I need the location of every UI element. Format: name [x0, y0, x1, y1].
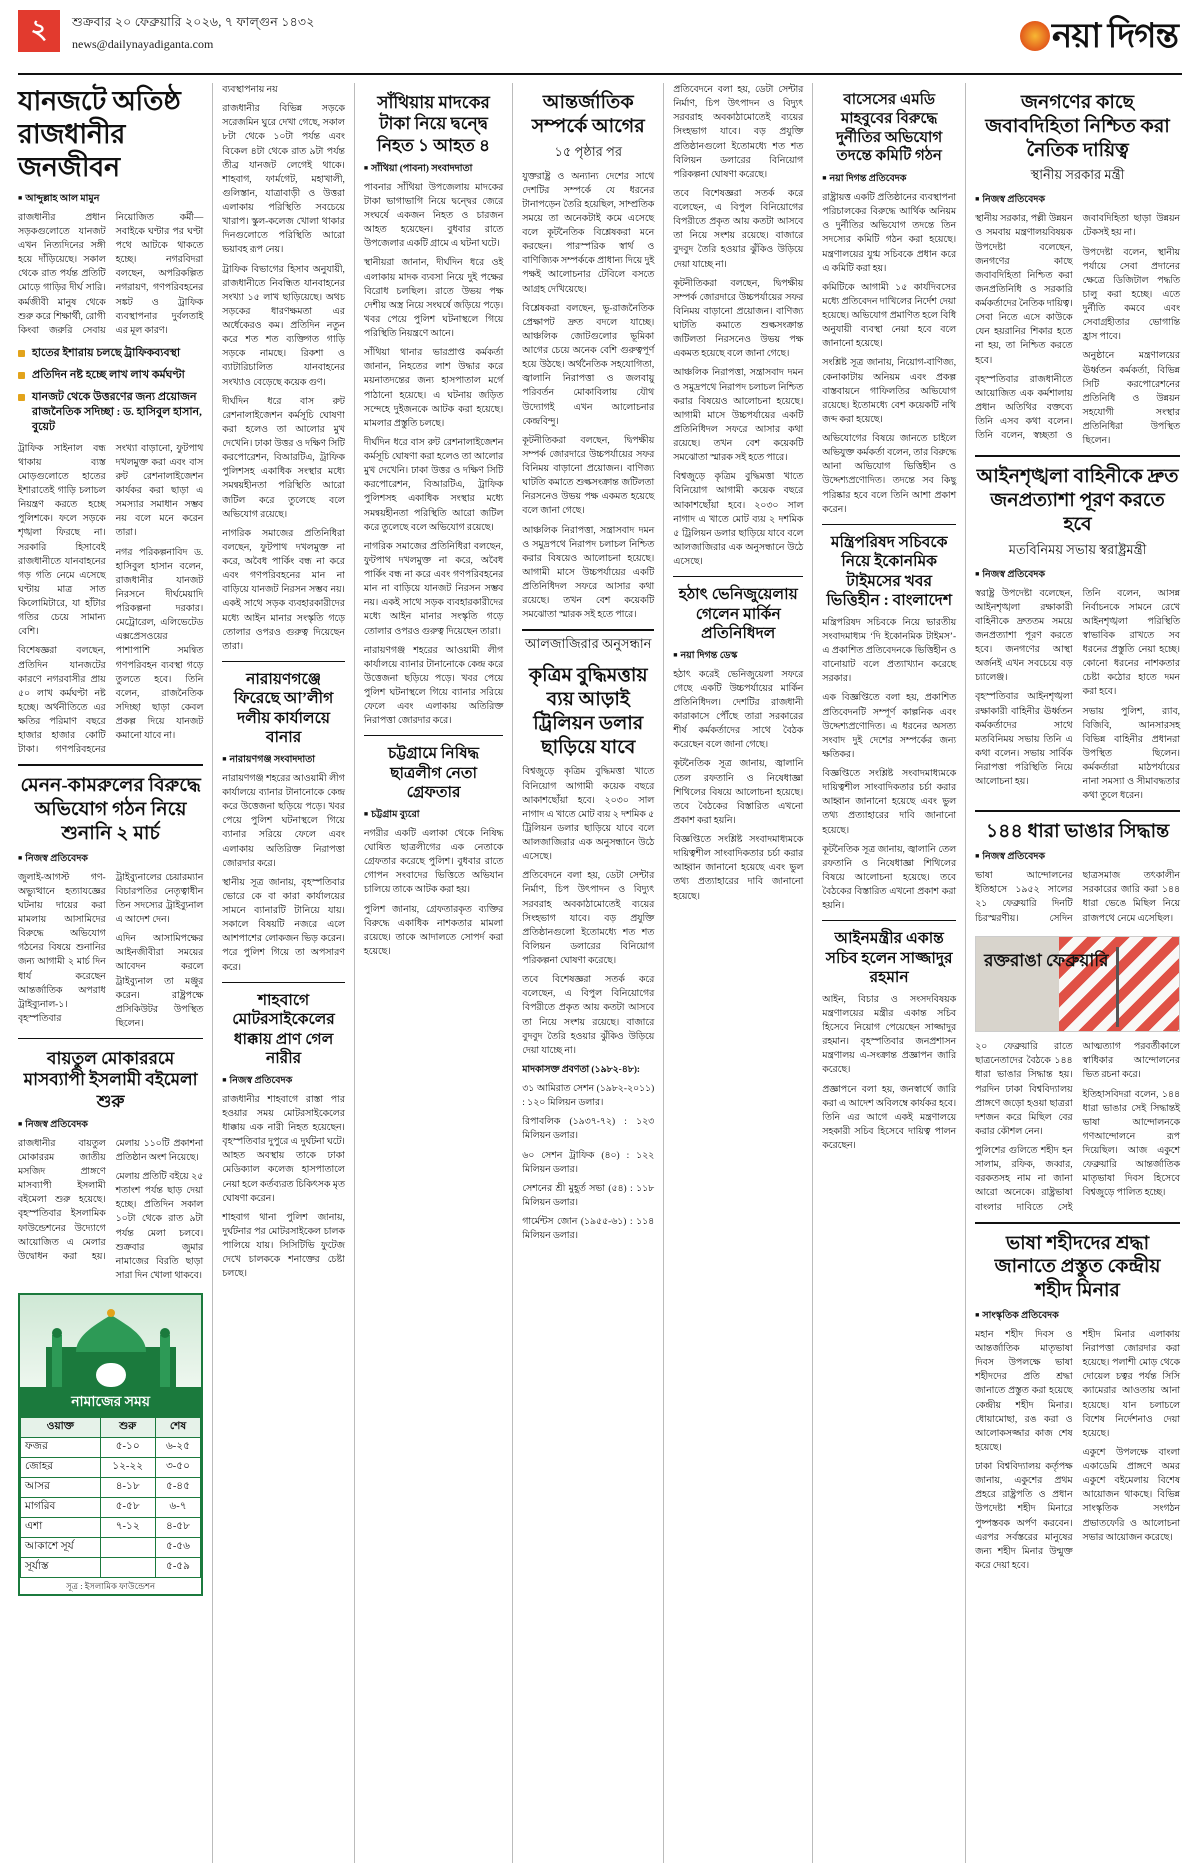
international-sub: ১৫ পৃষ্ঠার পর	[554, 143, 623, 159]
lead-byline: ■ আব্দুল্লাহ আল মামুন	[18, 192, 203, 207]
column-5	[664, 83, 813, 1863]
aljazeera-kicker: আলজাজিরার অনুসন্ধান	[525, 636, 652, 652]
baserc-byline: ■ নয়া দিগন্ত প্রতিবেদক	[822, 172, 956, 187]
table-row	[21, 1518, 201, 1538]
shahbag-para-1: রাজধানীর শাহবাগে রাস্তা পার হওয়ার সময় মোটরসাইকেলের ধাক্কায় এক নারী নিহত হয়েছেন। বৃহস্পতিবার দুপুরে এ দুর্ঘটনা ঘটে। আহত অবস্থায় তাকে ঢাকা মেডিক্যাল কলেজ হাসপাতালে নেয়া হলে কর্তব্যরত চিকিৎসক মৃত ঘোষণা করেন।	[222, 1094, 345, 1204]
menon-kamrul-byline: ■ নিজস্ব প্রতিবেদক	[18, 852, 203, 867]
col-waqt: ওয়াক্ত	[21, 1418, 101, 1438]
cell: ৫-১০	[100, 1438, 155, 1458]
section144-headline: ১৪৪ ধারা ভাঙার সিদ্ধান্ত	[985, 821, 1170, 843]
divider-8	[822, 524, 956, 525]
bookfair-para-1: রাজধানীর বায়তুল মোকাররম জাতীয় মসজিদ প্রাঙ্গণে মাসব্যাপী ইসলামী বইমেলা শুরু হয়েছে। বৃহস্পতিবার ইসলামিক ফাউন্ডেশনের উদ্যোগে আয়োজিত এ মেলার উদ্বোধন করা হয়। মেলায় ১১০টি প্রকাশনা প্রতিষ্ঠান অংশ নিয়েছে।	[18, 1138, 204, 1262]
sun-icon	[1020, 21, 1050, 51]
lead-para-1: রাজধানীর প্রধান সড়কগুলোতে যানজট এখন নিত্যদিনের সঙ্গী হয়ে দাঁড়িয়েছে। সকাল থেকে রাত পর্যন্ত প্রতিটি মোড়ে গাড়ির দীর্ঘ সারি। কর্মজীবী মানুষ থেকে শুরু করে শিক্ষার্থী, রোগী কিংবা জরুরি সেবায় নিয়োজিত কর্মী—সবাইকে ঘণ্টার পর ঘণ্টা পথে আটকে থাকতে হচ্ছে। নগরবিদরা বলছেন, অপরিকল্পিত নগরায়ণ, গণপরিবহনের সঙ্কট ও ট্রাফিক ব্যবস্থাপনার দুর্বলতাই এর মূল কারণ।	[18, 212, 204, 336]
lead-cont-4: নাগরিক সমাজের প্রতিনিধিরা বলছেন, ফুটপাথ দখলমুক্ত না করে, অবৈধ পার্কিং বন্ধ না করে এবং গণপরিবহনের মান না বাড়িয়ে যানজট নিরসন সম্ভব নয়। একই সাথে সড়ক ব্যবহারকারীদের মধ্যে আইন মানার সংস্কৃতি গড়ে তোলার ওপরও গুরুত্ব দিয়েছেন তারা।	[222, 528, 345, 652]
narayanganj-byline: ■ নারায়ণগঞ্জ সংবাদদাতা	[222, 753, 345, 768]
section144-para-3: পুলিশের গুলিতে শহীদ হন সালাম, রফিক, জব্বার, বরকতসহ নাম না জানা আরো অনেকে। রাষ্ট্রভাষা বাংলার দাবিতে সেই আত্মত্যাগ পরবর্তীকালে স্বাধিকার আন্দোলনের ভিত রচনা করে।	[975, 1042, 1180, 1213]
chatraleague-headline: চট্টগ্রামে নিষিদ্ধ ছাত্রলীগ নেতা গ্রেফতার	[388, 745, 480, 802]
cell: ৫-৫৬	[155, 1538, 201, 1558]
venezuela-para-1: হঠাৎ করেই ভেনিজুয়েলা সফরে গেছে একটি উচ্চপর্যায়ের মার্কিন প্রতিনিধিদল। দেশটির রাজধানী কারাকাসে পৌঁছে তারা সরকারের শীর্ষ কর্মকর্তাদের সাথে বৈঠক করেছেন বলে জানা গেছে।	[673, 669, 804, 751]
law-secretary-para-2: প্রজ্ঞাপনে বলা হয়, জনস্বার্থে জারি করা এ আদেশ অবিলম্বে কার্যকর হবে। তিনি এর আগে একই মন্ত্রণালয়ে সহকারী সচিব হিসেবে দায়িত্ব পালন করেছেন।	[822, 1084, 957, 1152]
divider-9	[822, 920, 956, 921]
cell: ফজর	[21, 1438, 101, 1458]
sathiya-para-4: দীর্ঘদিন ধরে বাস রুট রেশনালাইজেশন কর্মসূচি ঘোষণা করা হলেও তা আলোর মুখ দেখেনি। ঢাকা উত্তর ও দক্ষিণ সিটি করপোরেশন, বিআরটিএ, ট্রাফিক পুলিশসহ একাধিক সংস্থার মধ্যে সমন্বয়হীনতা পরিস্থিতি আরো জটিল করে তুলেছে বলে অভিযোগ রয়েছে।	[363, 437, 504, 533]
aljazeera-cont-1: প্রতিবেদনে বলা হয়, ডেটা সেন্টার নির্মাণ, চিপ উৎপাদন ও বিদ্যুৎ সরবরাহ অবকাঠামোতেই ব্যয়ের সিংহভাগ যাবে। বড় প্রযুক্তি প্রতিষ্ঠানগুলো ইতোমধ্যে শত শত বিলিয়ন ডলারের বিনিয়োগ পরিকল্পনা ঘোষণা করেছে।	[673, 85, 804, 180]
international-para-1: যুক্তরাষ্ট্র ও অন্যান্য দেশের সাথে দেশটির সম্পর্কে যে ধরনের টানাপড়েন তৈরি হয়েছিল, সাম্প্রতিক সময়ে তা অনেকটাই কমে এসেছে বলে কূটনৈতিক বিশ্লেষকরা মনে করছেন। পারস্পরিক স্বার্থ ও বাণিজ্যিক সম্পর্ককে প্রাধান্য দিয়ে দুই পক্ষই আলোচনার টেবিলে বসতে আগ্রহ দেখিয়েছে।	[522, 171, 655, 295]
aljazeera-cont-3: কূটনীতিকরা বলছেন, দ্বিপক্ষীয় সম্পর্ক জোরদারে উচ্চপর্যায়ের সফর বিনিময় বাড়ানো প্রয়োজন। বাণিজ্য ঘাটতি কমাতে শুল্কসংক্রান্ত জটিলতা নিরসনেও উভয় পক্ষ একমত হয়েছে বলে জানা গেছে।	[673, 278, 804, 360]
cell: ৩-৫০	[155, 1458, 201, 1478]
baserc-para-3: সংশ্লিষ্ট সূত্র জানায়, নিয়োগ-বাণিজ্য, কেনাকাটায় অনিয়ম এবং প্রকল্প বাস্তবায়নে গাফিলতির অভিযোগ রয়েছে। ইতোমধ্যে বেশ কয়েকটি নথি জব্দ করা হয়েছে।	[822, 358, 957, 425]
cabinet-secretary-para-2: এক বিজ্ঞপ্তিতে বলা হয়, প্রকাশিত প্রতিবেদনটি সম্পূর্ণ কাল্পনিক এবং উদ্দেশ্যপ্রণোদিত। এ ধরনের অসত্য সংবাদ দুই দেশের সম্পর্কের জন্য ক্ষতিকর।	[822, 693, 957, 760]
home-affairs-para-2: বৃহস্পতিবার আইনশৃঙ্খলা রক্ষাকারী বাহিনীর ঊর্ধ্বতন কর্মকর্তাদের সাথে মতবিনিময় সভায় তিনি এ কথা বলেন। সভায় সার্বিক নিরাপত্তা পরিস্থিতি নিয়ে আলোচনা হয়।	[975, 692, 1073, 788]
venezuela-byline: ■ নয়া দিগন্ত ডেস্ক	[673, 649, 803, 664]
cell: আসর	[21, 1478, 101, 1498]
home-affairs-byline: ■ নিজস্ব প্রতিবেদক	[975, 568, 1180, 583]
lead-cont-2: ট্রাফিক বিভাগের হিসাব অনুযায়ী, রাজধানীতে নিবন্ধিত যানবাহনের সংখ্যা ১৫ লাখ ছাড়িয়েছে। অথচ সড়কের ধারণক্ষমতা এর অর্ধেকেরও কম। প্রতিদিন নতুন করে শত শত ব্যক্তিগত গাড়ি সড়কে নামছে। রিকশা ও ব্যাটারিচালিত যানবাহনের সংখ্যাও বেড়েছে কয়েক গুণ।	[222, 264, 345, 388]
lead-para-2: ট্রাফিক সাইনাল বন্ধ থাকায় ব্যস্ত মোড়গুলোতে হাতের ইশারাতেই গাড়ি চলাচল নিয়ন্ত্রণ করতে হচ্ছে পুলিশকে। ফলে সড়কে শৃঙ্খলা ফিরছে না। সরকারি হিসাবেই রাজধানীতে যানবাহনের গড় গতি নেমে এসেছে ঘণ্টায় মাত্র সাত কিলোমিটারে, যা হাঁটার গতির চেয়ে সামান্য বেশি।	[18, 443, 106, 638]
cabinet-secretary-headline: মন্ত্রিপরিষদ সচিবকে নিয়ে ইকোনমিক টাইমসের খবর ভিত্তিহীন : বাংলাদেশ	[826, 533, 952, 610]
table-row	[21, 1538, 201, 1558]
contact-email: news@dailynayadiganta.com	[72, 37, 214, 51]
mosque-illustration	[20, 1295, 201, 1387]
local-govt-byline: ■ নিজস্ব প্রতিবেদক	[975, 193, 1180, 208]
table-row	[21, 1478, 201, 1498]
cell: সূর্যাস্ত	[21, 1558, 101, 1578]
cell: মাগরিব	[21, 1498, 101, 1518]
shahbag-para-2: শাহবাগ থানা পুলিশ জানায়, দুর্ঘটনার পর মোটরসাইকেল চালক পালিয়ে যায়। সিসিটিভি ফুটেজ দেখে চালককে শনাক্তের চেষ্টা চলছে।	[222, 1212, 345, 1280]
sathiya-para-2: স্থানীয়রা জানান, দীর্ঘদিন ধরে ওই এলাকায় মাদক ব্যবসা নিয়ে দুই পক্ষের বিরোধ চলছিল। রাতে উভয় পক্ষ দেশীয় অস্ত্র নিয়ে সংঘর্ষে জড়িয়ে পড়ে। খবর পেয়ে পুলিশ ঘটনাস্থলে গিয়ে পরিস্থিতি নিয়ন্ত্রণে আনে।	[363, 258, 504, 339]
prayer-times-title: নামাজের সময়	[20, 1387, 201, 1417]
table-row	[21, 1458, 201, 1478]
column-grid	[18, 83, 1182, 1863]
shahbag-headline: শাহবাগে মোটরসাইকেলের ধাক্কায় প্রাণ গেল নারীর	[232, 991, 335, 1068]
local-govt-headline: জনগণের কাছে জবাবদিহিতা নিশ্চিত করা নৈতিক দায়িত্ব	[985, 92, 1170, 161]
shahbag-byline: ■ নিজস্ব প্রতিবেদক	[222, 1074, 345, 1089]
mosque-icon	[36, 1307, 186, 1387]
aljazeera-para-1: বিশ্বজুড়ে কৃত্রিম বুদ্ধিমত্তা খাতে বিনিয়োগ আগামী কয়েক বছরে আকাশছোঁয়া হবে। ২০৩০ সাল নাগাদ এ খাতে মোট ব্যয় ২ দশমিক ৫ ট্রিলিয়ন ডলার ছাড়িয়ে যাবে বলে আলজাজিরার এক অনুসন্ধানে উঠে এসেছে।	[522, 767, 655, 863]
cell: ৫-৪৫	[155, 1478, 201, 1498]
divider-3	[222, 661, 345, 662]
home-affairs-para-1: স্বরাষ্ট্র উপদেষ্টা বলেছেন, আইনশৃঙ্খলা রক্ষাকারী বাহিনীকে দ্রুততম সময়ে জনপ্রত্যাশা পূরণ করতে হবে। জনগণের আস্থা অর্জনই এখন সবচেয়ে বড় চ্যালেঞ্জ।	[975, 588, 1073, 684]
lead-bullet-2: প্রতিদিন নষ্ট হচ্ছে লাখ লাখ কর্মঘণ্টা	[18, 368, 203, 383]
local-govt-para-4: অনুষ্ঠানে মন্ত্রণালয়ের ঊর্ধ্বতন কর্মকর্তা, বিভিন্ন সিটি করপোরেশনের প্রতিনিধি ও উন্নয়ন সহযোগী সংস্থার প্রতিনিধিরা উপস্থিত ছিলেন।	[1082, 351, 1180, 447]
table-row	[21, 1498, 201, 1518]
local-govt-para-3: উপদেষ্টা বলেন, স্থানীয় পর্যায়ে সেবা প্রদানের ক্ষেত্রে ডিজিটাল পদ্ধতি চালু করা হচ্ছে। এতে দুর্নীতি কমবে এবং সেবাগ্রহীতার ভোগান্তি হ্রাস পাবে।	[1082, 247, 1180, 343]
divider-6	[522, 629, 654, 631]
cell: ৪-১৮	[100, 1478, 155, 1498]
lead-bullets	[18, 346, 203, 434]
section144-para-4: ইতিহাসবিদরা বলেন, ১৪৪ ধারা ভাঙার সেই সিদ্ধান্তই ভাষা আন্দোলনকে গণআন্দোলনে রূপ দিয়েছিল। আজ একুশে ফেব্রুয়ারি আন্তর্জাতিক মাতৃভাষা দিবস হিসেবে বিশ্বজুড়ে পালিত হচ্ছে।	[1082, 1089, 1180, 1199]
section144-para-2: ২০ ফেব্রুয়ারি রাতে ছাত্রনেতাদের বৈঠকে ১৪৪ ধারা ভাঙার সিদ্ধান্ত হয়। পরদিন ঢাকা বিশ্ববিদ্যালয় প্রাঙ্গণে জড়ো হওয়া ছাত্ররা দশজন করে মিছিল বের করার কৌশল নেন।	[975, 1042, 1073, 1137]
aljazeera-stat-5: গার্মেন্টস জোন (১৯৫৫-৬১) : ১১৪ মিলিয়ন ডলার।	[522, 1217, 655, 1242]
narayanganj-para-1: নারায়ণগঞ্জ শহরের আওয়ামী লীগ কার্যালয়ে ব্যানার টানানোকে কেন্দ্র করে উত্তেজনা ছড়িয়ে পড়ে। খবর পেয়ে পুলিশ ঘটনাস্থলে গিয়ে ব্যানার সরিয়ে ফেলে এবং এলাকায় অতিরিক্ত নিরাপত্তা জোরদার করে।	[222, 773, 345, 869]
local-govt-para-2: বৃহস্পতিবার রাজধানীতে আয়োজিত এক কর্মশালায় প্রধান অতিথির বক্তব্যে তিনি এসব কথা বলেন। তিনি বলেন, স্বচ্ছতা ও জবাবদিহিতা ছাড়া উন্নয়ন টেকসই হয় না।	[975, 214, 1180, 442]
home-affairs-sub: মতবিনিময় সভায় স্বরাষ্ট্রমন্ত্রী	[1008, 541, 1147, 557]
international-para-3: কূটনীতিকরা বলছেন, দ্বিপক্ষীয় সম্পর্ক জোরদারে উচ্চপর্যায়ের সফর বিনিময় বাড়ানো প্রয়োজন। বাণিজ্য ঘাটতি কমাতে শুল্কসংক্রান্ত জটিলতা নিরসনেও উভয় পক্ষ একমত হয়েছে বলে জানা গেছে।	[522, 435, 655, 517]
cell: এশা	[21, 1518, 101, 1538]
sathiya-para-1: পাবনার সাঁথিয়া উপজেলায় মাদকের টাকা ভাগাভাগি নিয়ে দ্বন্দ্বের জেরে সংঘর্ষে একজন নিহত ও চারজন আহত হয়েছেন। বুধবার রাতে উপজেলার একটি গ্রামে এ ঘটনা ঘটে।	[363, 182, 504, 250]
aljazeera-stat-1: ৩১ আমিরাত সেশন (১৯৮২-২০১১) : ১২০ মিলিয়ন ডলার।	[522, 1084, 655, 1109]
divider-10	[975, 455, 1180, 457]
column-6	[813, 83, 966, 1863]
cell: জোহর	[21, 1458, 101, 1478]
chatraleague-para-1: নগরীর একটি এলাকা থেকে নিষিদ্ধ ঘোষিত ছাত্রলীগের এক নেতাকে গ্রেফতার করেছে পুলিশ। বুধবার রাতে গোপন সংবাদের ভিত্তিতে অভিযান চালিয়ে তাকে আটক করা হয়।	[363, 828, 504, 896]
column-3	[355, 83, 513, 1863]
bookfair-para-2: মেলায় প্রতিটি বইয়ে ২৫ শতাংশ পর্যন্ত ছাড় দেয়া হচ্ছে। প্রতিদিন সকাল ১০টা থেকে রাত ৯টা পর্যন্ত মেলা চলবে। শুক্রবার জুমার নামাজের বিরতি ছাড়া সারা দিন খোলা থাকবে।	[115, 1172, 204, 1281]
sathiya-headline: সাঁথিয়ায় মাদকের টাকা নিয়ে দ্বন্দ্বে নিহত ১ আহত ৪	[377, 93, 491, 155]
law-secretary-headline: আইনমন্ত্রীর একান্ত সচিব হলেন সাজ্জাদুর রহমান	[825, 930, 953, 987]
newspaper-logo	[1020, 10, 1182, 67]
lead-headline: যানজটে অতিষ্ঠ রাজধানীর জনজীবন	[18, 86, 181, 182]
divider	[18, 764, 203, 766]
home-affairs-para-3: তিনি বলেন, আসন্ন নির্বাচনকে সামনে রেখে আইনশৃঙ্খলা পরিস্থিতি স্বাভাবিক রাখতে সব ধরনের প্রস্তুতি নেয়া হচ্ছে। কোনো ধরনের নাশকতার চেষ্টা কঠোর হাতে দমন করা হবে।	[1082, 588, 1180, 698]
home-affairs-headline: আইনশৃঙ্খলা বাহিনীকে দ্রুত জনপ্রত্যাশা পূরণ করতে হবে	[976, 466, 1179, 535]
column-1	[18, 83, 213, 1863]
shaheed-minar-para-1: মহান শহীদ দিবস ও আন্তর্জাতিক মাতৃভাষা দিবস উপলক্ষে ভাষা শহীদদের প্রতি শ্রদ্ধা জানাতে প্রস্তুত করা হয়েছে কেন্দ্রীয় শহীদ মিনার। ধোয়ামোছা, রঙ করা ও আলোকসজ্জার কাজ শেষ হয়েছে।	[975, 1329, 1073, 1453]
sathiya-byline: ■ সাঁথিয়া (পাবনা) সংবাদদাতা	[364, 162, 503, 177]
lead-bullet-1: হাতের ইশারায় চলছে ট্রাফিকব্যবস্থা	[18, 346, 203, 361]
shaheed-minar-para-2: ঢাকা বিশ্ববিদ্যালয় কর্তৃপক্ষ জানায়, একুশের প্রথম প্রহরে রাষ্ট্রপতি ও প্রধান উপদেষ্টা শহীদ মিনারে পুষ্পস্তবক অর্পণ করবেন। এরপর সর্বস্তরের মানুষের জন্য শহীদ মিনার উন্মুক্ত করে দেয়া হবে।	[975, 1462, 1073, 1571]
cell	[100, 1538, 155, 1558]
aljazeera-stat-2: রিপাবলিক (১৯৩৭-৭২) : ১২৩ মিলিয়ন ডলার।	[522, 1117, 655, 1142]
divider-12	[975, 1222, 1180, 1224]
cell: ৪-৫৮	[155, 1518, 201, 1538]
baserc-para-4: অভিযোগের বিষয়ে জানতে চাইলে অভিযুক্ত কর্মকর্তা বলেন, তার বিরুদ্ধে আনা অভিযোগ ভিত্তিহীন ও উদ্দেশ্যপ্রণোদিত। তদন্তে সব কিছু পরিষ্কার হবে বলে তিনি আশা প্রকাশ করেন।	[822, 434, 957, 515]
flag-pole	[1116, 947, 1119, 1027]
table-row	[21, 1438, 201, 1458]
venezuela-para-2: কূটনৈতিক সূত্র জানায়, জ্বালানি তেল রফতানি ও নিষেধাজ্ঞা শিথিলের বিষয়ে আলোচনা হয়েছে। তবে বৈঠকের বিস্তারিত এখনো প্রকাশ করা হয়নি।	[673, 759, 804, 826]
venezuela-para-3: বিজ্ঞপ্তিতে সংশ্লিষ্ট সংবাদমাধ্যমকে দায়িত্বশীল সাংবাদিকতার চর্চা করার আহ্বান জানানো হয়েছে এবং ভুল তথ্য প্রত্যাহারের দাবি জানানো হয়েছে।	[673, 835, 804, 902]
cell: ৫-৫৮	[100, 1498, 155, 1518]
chatraleague-byline: ■ চট্টগ্রাম ব্যুরো	[364, 808, 503, 823]
publication-date: শুক্রবার ২০ ফেব্রুয়ারি ২০২৬, ৭ ফাল্গুন ১৪৩২	[72, 15, 315, 29]
cabinet-secretary-para-1: মন্ত্রিপরিষদ সচিবকে নিয়ে ভারতীয় সংবাদমাধ্যম ‘দি ইকোনমিক টাইমস’-এ প্রকাশিত প্রতিবেদনকে ভিত্তিহীন ও বানোয়াট বলে প্রত্যাখ্যান করেছে সরকার।	[822, 617, 957, 685]
divider-11	[975, 810, 1180, 812]
page-number: ২	[18, 10, 60, 52]
cabinet-secretary-para-3: বিজ্ঞপ্তিতে সংশ্লিষ্ট সংবাদমাধ্যমকে দায়িত্বশীল সাংবাদিকতার চর্চা করার আহ্বান জানানো হয়েছে এবং ভুল তথ্য প্রত্যাহারের দাবি জানানো হয়েছে।	[822, 769, 957, 836]
bookfair-byline: ■ নিজস্ব প্রতিবেদক	[18, 1118, 203, 1133]
shaheed-minar-para-3: শহীদ মিনার এলাকায় নিরাপত্তা জোরদার করা হয়েছে। পলাশী মোড় থেকে দোয়েল চত্বর পর্যন্ত সিসি ক্যামেরার আওতায় আনা হয়েছে। যান চলাচলে বিশেষ নির্দেশনাও দেয়া হয়েছে।	[1082, 1329, 1180, 1439]
local-govt-sub: স্থানীয় সরকার মন্ত্রী	[1030, 167, 1125, 183]
aljazeera-para-3: তবে বিশেষজ্ঞরা সতর্ক করে বলেছেন, এ বিপুল বিনিয়োগের বিপরীতে প্রকৃত আয় কতটা আসবে তা নিয়ে সংশয় রয়েছে। বাজারে বুদবুদ তৈরি হওয়ার ঝুঁকিও উড়িয়ে দেয়া যাচ্ছে না।	[522, 975, 655, 1056]
lead-cont-title: ব্যবস্থাপনায় নয়	[222, 85, 278, 95]
narayanganj-para-2: স্থানীয় সূত্র জানায়, বৃহস্পতিবার ভোরে কে বা কারা কার্যালয়ের সামনে ব্যানারটি টানিয়ে যায়। সকালে বিষয়টি নজরে এলে আশপাশের লোকজন ভিড় করেন। পরে পুলিশ গিয়ে তা অপসারণ করে।	[222, 877, 345, 973]
shaheed-minar-para-4: একুশে উপলক্ষে বাংলা একাডেমি প্রাঙ্গণে অমর একুশে বইমেলায় বিশেষ আয়োজন থাকছে। বিভিন্ন সাংস্কৃতিক সংগঠন প্রভাতফেরি ও আলোচনা সভার আয়োজন করেছে।	[1082, 1447, 1180, 1543]
table-header-row	[21, 1418, 201, 1438]
lead-para-3: বিশেষজ্ঞরা বলছেন, প্রতিদিন যানজটের কারণে নগরবাসীর প্রায় ৫০ লাখ কর্মঘণ্টা নষ্ট হচ্ছে। অর্থনীতিতে এর ক্ষতির পরিমাণ বছরে হাজার হাজার কোটি টাকা। গণপরিবহনের সংখ্যা বাড়ানো, ফুটপাথ দখলমুক্ত করা এবং বাস রুট রেশনালাইজেশন কার্যকর করা ছাড়া এ সমস্যার সমাধান সম্ভব নয় বলে মনে করেন তারা।	[18, 443, 204, 756]
menon-kamrul-para-2: এদিন আসামিপক্ষের আইনজীবীরা সময়ের আবেদন করলে ট্রাইব্যুনাল তা মঞ্জুর করেন। রাষ্ট্রপক্ষে প্রসিকিউটর উপস্থিত ছিলেন।	[115, 934, 204, 1029]
section144-para-1: ভাষা আন্দোলনের ইতিহাসে ১৯৫২ সালের ২১ ফেব্রুয়ারি দিনটি চিরস্মরণীয়। সেদিন ছাত্রসমাজ তৎকালীন সরকারের জারি করা ১৪৪ ধারা ভেঙে মিছিল নিয়ে রাজপথে নেমে এসেছিল।	[975, 871, 1180, 924]
lead-cont-3: দীর্ঘদিন ধরে বাস রুট রেশনালাইজেশন কর্মসূচি ঘোষণা করা হলেও তা আলোর মুখ দেখেনি। ঢাকা উত্তর ও দক্ষিণ সিটি করপোরেশন, বিআরটিএ, ট্রাফিক পুলিশসহ একাধিক সংস্থার মধ্যে সমন্বয়হীনতা পরিস্থিতি আরো জটিল করে তুলেছে বলে অভিযোগ রয়েছে।	[222, 396, 345, 520]
masthead-info	[72, 10, 1020, 52]
divider-2	[18, 1038, 203, 1039]
prayer-times-table	[20, 1417, 201, 1578]
home-affairs-para-4: সভায় পুলিশ, র‌্যাব, বিজিবি, আনসারসহ বিভিন্ন বাহিনীর প্রধানরা উপস্থিত ছিলেন। কর্মকর্তারা মাঠপর্যায়ের নানা সমস্যা ও সীমাবদ্ধতার কথা তুলে ধরেন।	[1082, 706, 1180, 802]
cell	[100, 1558, 155, 1578]
international-para-2: বিশ্লেষকরা বলছেন, ভূ-রাজনৈতিক প্রেক্ষাপট দ্রুত বদলে যাচ্ছে। আঞ্চলিক জোটগুলোর ভূমিকা আগের চেয়ে অনেক বেশি গুরুত্বপূর্ণ হয়ে উঠছে। অর্থনৈতিক সহযোগিতা, জ্বালানি নিরাপত্তা ও জলবায়ু পরিবর্তন মোকাবিলায় যৌথ উদ্যোগই এখন আলোচনার কেন্দ্রবিন্দু।	[522, 303, 655, 427]
bookfair-headline: বায়তুল মোকাররমে মাসব্যাপী ইসলামী বইমেলা শুরু	[23, 1049, 198, 1111]
prayer-times-box	[18, 1293, 203, 1596]
column-7	[966, 83, 1182, 1863]
aljazeera-para-2: প্রতিবেদনে বলা হয়, ডেটা সেন্টার নির্মাণ, চিপ উৎপাদন ও বিদ্যুৎ সরবরাহ অবকাঠামোতেই ব্যয়ের সিংহভাগ যাবে। বড় প্রযুক্তি প্রতিষ্ঠানগুলো ইতোমধ্যে শত শত বিলিয়ন ডলারের বিনিয়োগ পরিকল্পনা ঘোষণা করেছে।	[522, 871, 655, 966]
lead-para-4: নগর পরিকল্পনাবিদ ড. হাসিবুল হাসান বলেন, রাজধানীর যানজট নিরসনে দীর্ঘমেয়াদি পরিকল্পনা দরকার। মেট্রোরেল, এলিভেটেড এক্সপ্রেসওয়ের পাশাপাশি সমন্বিত গণপরিবহন ব্যবস্থা গড়ে তুলতে হবে। তিনি বলেন, রাজনৈতিক সদিচ্ছা ছাড়া কেবল প্রকল্প দিয়ে যানজট কমানো যাবে না।	[115, 547, 204, 742]
venezuela-headline: হঠাৎ ভেনিজুয়েলায় গেলেন মার্কিন প্রতিনিধিদল	[678, 586, 798, 643]
section144-byline: ■ নিজস্ব প্রতিবেদক	[975, 850, 1180, 865]
divider-7	[673, 576, 803, 577]
divider-4	[222, 982, 345, 983]
baserc-para-1: রাষ্ট্রায়ত্ত একটি প্রতিষ্ঠানের ব্যবস্থাপনা পরিচালকের বিরুদ্ধে আর্থিক অনিয়ম ও দুর্নীতির অভিযোগ তদন্তে তিন সদস্যের কমিটি গঠন করা হয়েছে। মন্ত্রণালয়ের যুগ্ম সচিবকে প্রধান করে এ কমিটি করা হয়।	[822, 193, 957, 274]
col-end: শেষ	[155, 1418, 201, 1438]
local-govt-para-1: স্থানীয় সরকার, পল্লী উন্নয়ন ও সমবায় মন্ত্রণালয়বিষয়ক উপদেষ্টা বলেছেন, জনগণের কাছে জবাবদিহিতা নিশ্চিত করা জনপ্রতিনিধি ও সরকারি কর্মকর্তাদের নৈতিক দায়িত্ব। সেবা নিতে এসে কাউকে যেন হয়রানির শিকার হতে না হয়, তা নিশ্চিত করতে হবে।	[975, 214, 1073, 366]
chatraleague-para-2: পুলিশ জানায়, গ্রেফতারকৃত ব্যক্তির বিরুদ্ধে একাধিক নাশকতার মামলা রয়েছে। তাকে আদালতে সোপর্দ করা হয়েছে।	[363, 904, 504, 957]
sathiya-para-5: নাগরিক সমাজের প্রতিনিধিরা বলছেন, ফুটপাথ দখলমুক্ত না করে, অবৈধ পার্কিং বন্ধ না করে এবং গণপরিবহনের মান না বাড়িয়ে যানজট নিরসন সম্ভব নয়। একই সাথে সড়ক ব্যবহারকারীদের মধ্যে আইন মানার সংস্কৃতি গড়ে তোলার ওপরও গুরুত্ব দিয়েছেন তারা।	[363, 541, 504, 637]
cabinet-secretary-para-4: কূটনৈতিক সূত্র জানায়, জ্বালানি তেল রফতানি ও নিষেধাজ্ঞা শিথিলের বিষয়ে আলোচনা হয়েছে। তবে বৈঠকের বিস্তারিত এখনো প্রকাশ করা হয়নি।	[822, 844, 957, 912]
narayanganj-headline: নারায়ণগঞ্জে ফিরেছে আ’লীগ দলীয় কার্যালয়ে বানার	[233, 670, 334, 747]
sathiya-para-6: নারায়ণগঞ্জ শহরের আওয়ামী লীগ কার্যালয়ে ব্যানার টানানোকে কেন্দ্র করে উত্তেজনা ছড়িয়ে পড়ে। খবর পেয়ে পুলিশ ঘটনাস্থলে গিয়ে ব্যানার সরিয়ে ফেলে এবং এলাকায় অতিরিক্ত নিরাপত্তা জোরদার করে।	[363, 645, 504, 727]
lead-cont-1: রাজধানীর বিভিন্ন সড়কে সরেজমিন ঘুরে দেখা গেছে, সকাল ৮টা থেকে ১০টা পর্যন্ত এবং বিকেল ৪টা থেকে রাত ৯টা পর্যন্ত তীব্র যানজট লেগেই থাকে। শাহবাগ, ফার্মগেট, মহাখালী, গুলিস্তান, যাত্রাবাড়ী ও উত্তরা এলাকায় পরিস্থিতি সবচেয়ে খারাপ। স্কুল-কলেজ খোলা থাকার দিনগুলোতে পরিস্থিতি আরো ভয়াবহ রূপ নেয়।	[222, 104, 345, 256]
law-secretary-para-1: আইন, বিচার ও সংসদবিষয়ক মন্ত্রণালয়ের মন্ত্রীর একান্ত সচিব হিসেবে নিয়োগ পেয়েছেন সাজ্জাদুর রহমান। বৃহস্পতিবার জনপ্রশাসন মন্ত্রণালয় এ-সংক্রান্ত প্রজ্ঞাপন জারি করেছে।	[822, 994, 957, 1076]
baserc-para-2: কমিটিকে আগামী ১৫ কার্যদিবসের মধ্যে প্রতিবেদন দাখিলের নির্দেশ দেয়া হয়েছে। অভিযোগ প্রমাণিত হলে বিধি অনুযায়ী ব্যবস্থা নেয়া হবে বলে জানানো হয়েছে।	[822, 282, 957, 350]
sathiya-para-3: সাঁথিয়া থানার ভারপ্রাপ্ত কর্মকর্তা জানান, নিহতের লাশ উদ্ধার করে ময়নাতদন্তের জন্য হাসপাতাল মর্গে পাঠানো হয়েছে। এ ঘটনায় জড়িত সন্দেহে দুইজনকে আটক করা হয়েছে। মামলার প্রস্তুতি চলছে।	[363, 348, 504, 429]
aljazeera-headline: কৃত্রিম বুদ্ধিমত্তায় ব্যয় আড়াই ট্রিলিয়ন ডলার ছাড়িয়ে যাবে	[528, 665, 648, 758]
international-headline: আন্তর্জাতিক সম্পর্কে আগের	[531, 92, 645, 137]
logo-text: নয়া দিগন্ত	[1052, 18, 1178, 55]
shaheed-minar-byline: ■ সাংস্কৃতিক প্রতিবেদক	[975, 1309, 1180, 1324]
aljazeera-cont-2: তবে বিশেষজ্ঞরা সতর্ক করে বলেছেন, এ বিপুল বিনিয়োগের বিপরীতে প্রকৃত আয় কতটা আসবে তা নিয়ে সংশয় রয়েছে। বাজারে বুদবুদ তৈরি হওয়ার ঝুঁকিও উড়িয়ে দেয়া যাচ্ছে না।	[673, 188, 804, 270]
aljazeera-cont-5: বিশ্বজুড়ে কৃত্রিম বুদ্ধিমত্তা খাতে বিনিয়োগ আগামী কয়েক বছরে আকাশছোঁয়া হবে। ২০৩০ সাল নাগাদ এ খাতে মোট ব্যয় ২ দশমিক ৫ ট্রিলিয়ন ডলার ছাড়িয়ে যাবে বলে আলজাজিরার এক অনুসন্ধানে উঠে এসেছে।	[673, 472, 804, 567]
table-row	[21, 1558, 201, 1578]
february-graphic	[975, 936, 1180, 1032]
menon-kamrul-headline: মেনন-কামরুলের বিরুদ্ধে অভিযোগ গঠন নিয়ে শুনানি ২ মার্চ	[20, 775, 201, 844]
masthead	[18, 10, 1182, 75]
column-2	[213, 83, 355, 1863]
prayer-times-footer: সূত্র : ইসলামিক ফাউন্ডেশন	[66, 1581, 156, 1592]
cell: ৬-৭	[155, 1498, 201, 1518]
cell: ৭-১২	[100, 1518, 155, 1538]
cell: আকাশে সূর্য	[21, 1538, 101, 1558]
menon-kamrul-para-1: জুলাই-আগস্ট গণ-অভ্যুত্থানে হত্যাযজ্ঞের ঘটনায় দায়ের করা মামলায় আসামিদের বিরুদ্ধে অভিযোগ গঠনের বিষয়ে শুনানির জন্য আগামী ২ মার্চ দিন ধার্য করেছেন আন্তর্জাতিক অপরাধ ট্রাইব্যুনাল-১। বৃহস্পতিবার ট্রাইব্যুনালের চেয়ারম্যান বিচারপতির নেতৃত্বাধীন তিন সদস্যের ট্রাইব্যুনাল এ আদেশ দেন।	[18, 872, 204, 1024]
cell: ৫-৫৯	[155, 1558, 201, 1578]
cell: ১২-২২	[100, 1458, 155, 1478]
aljazeera-stat-4: সেশনের শ্রী মুহূর্ত সভা (৫৪) : ১১৮ মিলিয়ন ডলার।	[522, 1183, 655, 1208]
shaheed-minar-headline: ভাষা শহীদদের শ্রদ্ধা জানাতে প্রস্তুত কেন্দ্রীয় শহীদ মিনার	[994, 1232, 1161, 1302]
aljazeera-stats-title: মাদকাসক্ত প্রবণতা (১৯৮২-৪৮):	[522, 1064, 641, 1075]
baserc-headline: বাসেসের এমডি মাহবুবের বিরুদ্ধে দুর্নীতির অভিযোগ তদন্তে কমিটি গঠন	[836, 92, 943, 165]
cell: ৬-২৫	[155, 1438, 201, 1458]
aljazeera-cont-4: আঞ্চলিক নিরাপত্তা, সন্ত্রাসবাদ দমন ও সমুদ্রপথে নিরাপদ চলাচল নিশ্চিত করার বিষয়েও আলোচনা হয়েছে। আগামী মাসে উচ্চপর্যায়ের একটি প্রতিনিধিদল সফরে আসার কথা রয়েছে। তখন বেশ কয়েকটি সমঝোতা স্মারক সই হতে পারে।	[673, 368, 804, 464]
column-4	[513, 83, 664, 1863]
international-para-4: আঞ্চলিক নিরাপত্তা, সন্ত্রাসবাদ দমন ও সমুদ্রপথে নিরাপদ চলাচল নিশ্চিত করার বিষয়েও আলোচনা হয়েছে। আগামী মাসে উচ্চপর্যায়ের একটি প্রতিনিধিদল সফরে আসার কথা রয়েছে। তখন বেশ কয়েকটি সমঝোতা স্মারক সই হতে পারে।	[522, 525, 655, 621]
divider-5	[364, 735, 503, 736]
col-start: শুরু	[100, 1418, 155, 1438]
lead-bullet-3: যানজট থেকে উত্তরণের জন্য প্রয়োজন রাজনৈতিক সদিচ্ছা : ড. হাসিবুল হাসান, বুয়েট	[18, 390, 203, 435]
graphic-title: রক্তরাঙা ফেব্রুয়ারি	[984, 951, 1109, 971]
aljazeera-stat-3: ৬০ সেশন ট্রাফিক (৪০) : ১২২ মিলিয়ন ডলার।	[522, 1150, 655, 1175]
